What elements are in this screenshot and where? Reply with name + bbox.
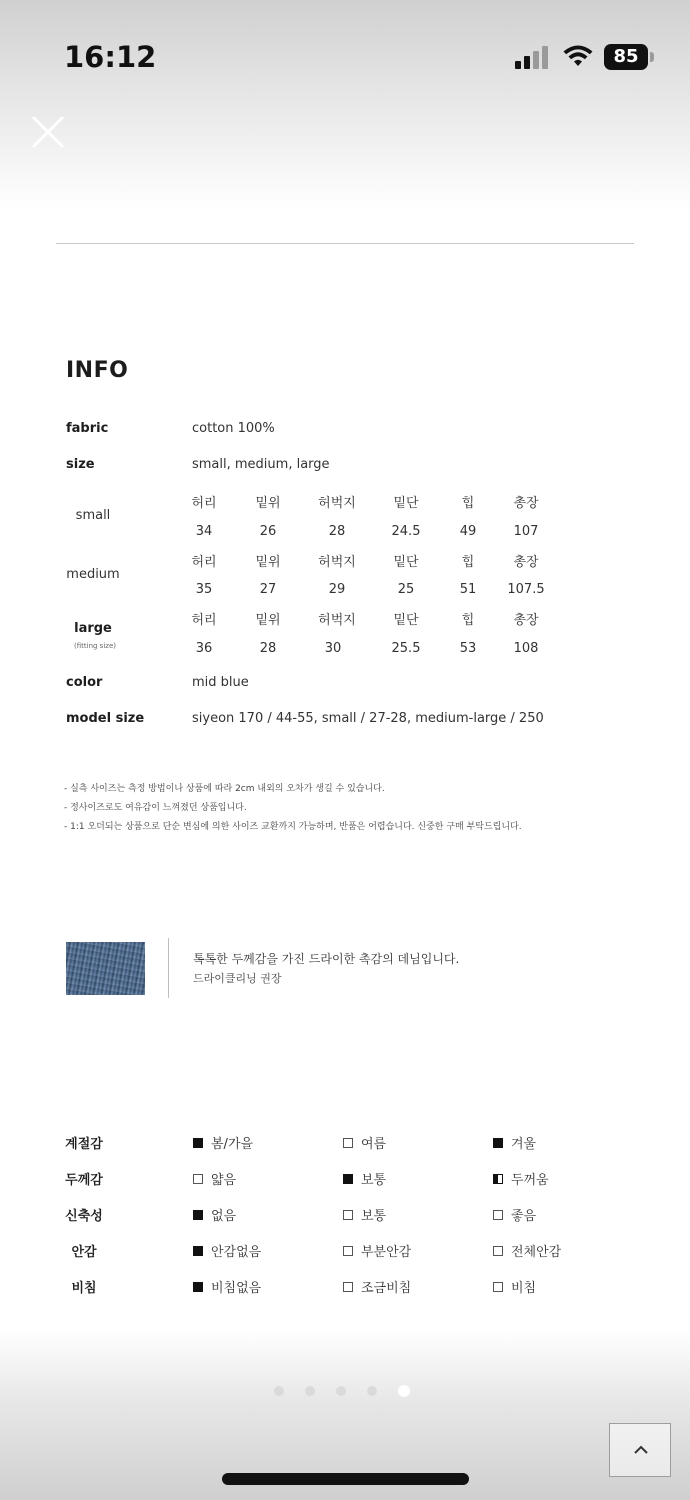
measure-header: 허리: [191, 555, 217, 570]
attr-option: 보통: [343, 1205, 386, 1224]
page-dot[interactable]: [274, 1386, 284, 1396]
measure-header: 힙: [461, 613, 475, 628]
fabric-care: 드라이클리닝 권장: [193, 972, 282, 985]
measure-value: 26: [259, 524, 277, 539]
measure-value: 107: [513, 524, 539, 539]
size-name-medium: medium: [66, 567, 120, 582]
measure-header: 허벅지: [318, 555, 356, 570]
page-dot[interactable]: [336, 1386, 346, 1396]
attr-label-stretch: 신축성: [65, 1209, 103, 1224]
checkbox-icon: [343, 1138, 353, 1148]
checkbox-icon: [493, 1138, 503, 1148]
fitting-size-note: (fitting size): [74, 642, 116, 650]
checkbox-icon: [193, 1210, 203, 1220]
note-line: - 실측 사이즈는 측정 방법이나 상품에 따라 2cm 내외의 오차가 생길 수 있습니다.: [64, 784, 385, 794]
attr-option: 얇음: [193, 1169, 236, 1188]
attr-option: 비침: [493, 1277, 536, 1296]
measure-header: 밑위: [255, 613, 281, 628]
measure-value: 34: [195, 524, 213, 539]
wifi-icon: [563, 44, 593, 68]
measure-value: 51: [459, 582, 477, 597]
measure-header: 힙: [461, 555, 475, 570]
model-size-value: siyeon 170 / 44-55, small / 27-28, medium-large / 250: [192, 711, 544, 726]
status-time: 16:12: [64, 40, 157, 74]
checkbox-icon: [193, 1282, 203, 1292]
attr-label-sheerness: 비침: [71, 1281, 97, 1296]
checkbox-icon: [343, 1174, 353, 1184]
measure-value: 49: [459, 524, 477, 539]
size-name-large: large: [74, 621, 112, 636]
checkbox-icon: [343, 1282, 353, 1292]
attr-option: 전체안감: [493, 1241, 561, 1260]
note-line: - 1:1 오더되는 상품으로 단순 변심에 의한 사이즈 교환까지 가능하며, 반품은 어렵습니다. 신중한 구매 부탁드립니다.: [64, 822, 522, 832]
measure-header: 밑위: [255, 555, 281, 570]
info-title: INFO: [66, 358, 129, 383]
attr-label-season: 계절감: [65, 1137, 103, 1152]
measure-header: 허리: [191, 496, 217, 511]
attr-label-thickness: 두께감: [65, 1173, 103, 1188]
page-dot[interactable]: [367, 1386, 377, 1396]
close-icon[interactable]: [30, 114, 66, 150]
battery-icon: 85: [604, 44, 648, 70]
page-dot-active[interactable]: [398, 1385, 410, 1397]
measure-header: 허벅지: [318, 496, 356, 511]
checkbox-icon: [193, 1246, 203, 1256]
measure-value: 28: [259, 641, 277, 656]
measure-header: 총장: [513, 613, 539, 628]
measure-header: 밑위: [255, 496, 281, 511]
fabric-value: cotton 100%: [192, 421, 275, 436]
measure-value: 25.5: [391, 641, 421, 656]
measure-value: 28: [328, 524, 346, 539]
attr-option: 없음: [193, 1205, 236, 1224]
measure-value: 30: [324, 641, 342, 656]
attr-option: 겨울: [493, 1133, 536, 1152]
checkbox-icon: [343, 1246, 353, 1256]
measure-value: 53: [459, 641, 477, 656]
measure-header: 허리: [191, 613, 217, 628]
checkbox-icon: [493, 1282, 503, 1292]
checkbox-icon: [343, 1210, 353, 1220]
battery-tip: [650, 52, 654, 62]
cellular-signal-icon: [515, 45, 551, 69]
size-value: small, medium, large: [192, 457, 330, 472]
attr-option: 좋음: [493, 1205, 536, 1224]
measure-header: 밑단: [393, 496, 419, 511]
measure-value: 108: [513, 641, 539, 656]
checkbox-icon: [193, 1138, 203, 1148]
attr-option: 조금비침: [343, 1277, 411, 1296]
fabric-description: 톡톡한 두께감을 가진 드라이한 촉감의 데님입니다.: [193, 952, 460, 966]
chevron-up-icon: [610, 1424, 672, 1478]
pagination-dots: [274, 1386, 410, 1397]
measure-header: 총장: [513, 496, 539, 511]
measure-value: 29: [328, 582, 346, 597]
measure-header: 밑단: [393, 613, 419, 628]
size-name-small: small: [75, 508, 111, 523]
measure-header: 총장: [513, 555, 539, 570]
attr-option: 여름: [343, 1133, 386, 1152]
checkbox-icon: [493, 1246, 503, 1256]
scroll-to-top-button[interactable]: [609, 1423, 671, 1477]
attr-option: 봄/가을: [193, 1133, 253, 1152]
measure-value: 107.5: [507, 582, 545, 597]
color-label: color: [66, 675, 103, 690]
measure-header: 힙: [461, 496, 475, 511]
color-value: mid blue: [192, 675, 249, 690]
measure-header: 허벅지: [318, 613, 356, 628]
fabric-label: fabric: [66, 421, 109, 436]
checkbox-half-icon: [493, 1174, 503, 1184]
page-dot[interactable]: [305, 1386, 315, 1396]
vertical-divider: [168, 938, 169, 998]
attr-option: 안감없음: [193, 1241, 261, 1260]
measure-header: 밑단: [393, 555, 419, 570]
note-line: - 정사이즈로도 여유감이 느껴졌던 상품입니다.: [64, 803, 247, 813]
attr-label-lining: 안감: [71, 1245, 97, 1260]
home-indicator[interactable]: [222, 1473, 469, 1485]
measure-value: 27: [259, 582, 277, 597]
checkbox-icon: [193, 1174, 203, 1184]
model-size-label: model size: [66, 711, 145, 726]
measure-value: 24.5: [391, 524, 421, 539]
section-divider: [56, 243, 634, 244]
attr-option: 비침없음: [193, 1277, 261, 1296]
size-label: size: [66, 457, 95, 472]
attr-option: 두꺼움: [493, 1169, 549, 1188]
checkbox-icon: [493, 1210, 503, 1220]
measure-value: 36: [195, 641, 213, 656]
measure-value: 35: [195, 582, 213, 597]
attr-option: 보통: [343, 1169, 386, 1188]
status-bar: [0, 0, 690, 110]
measure-value: 25: [397, 582, 415, 597]
attr-option: 부분안감: [343, 1241, 411, 1260]
denim-fabric-swatch: [66, 942, 145, 995]
notes: [64, 780, 522, 837]
